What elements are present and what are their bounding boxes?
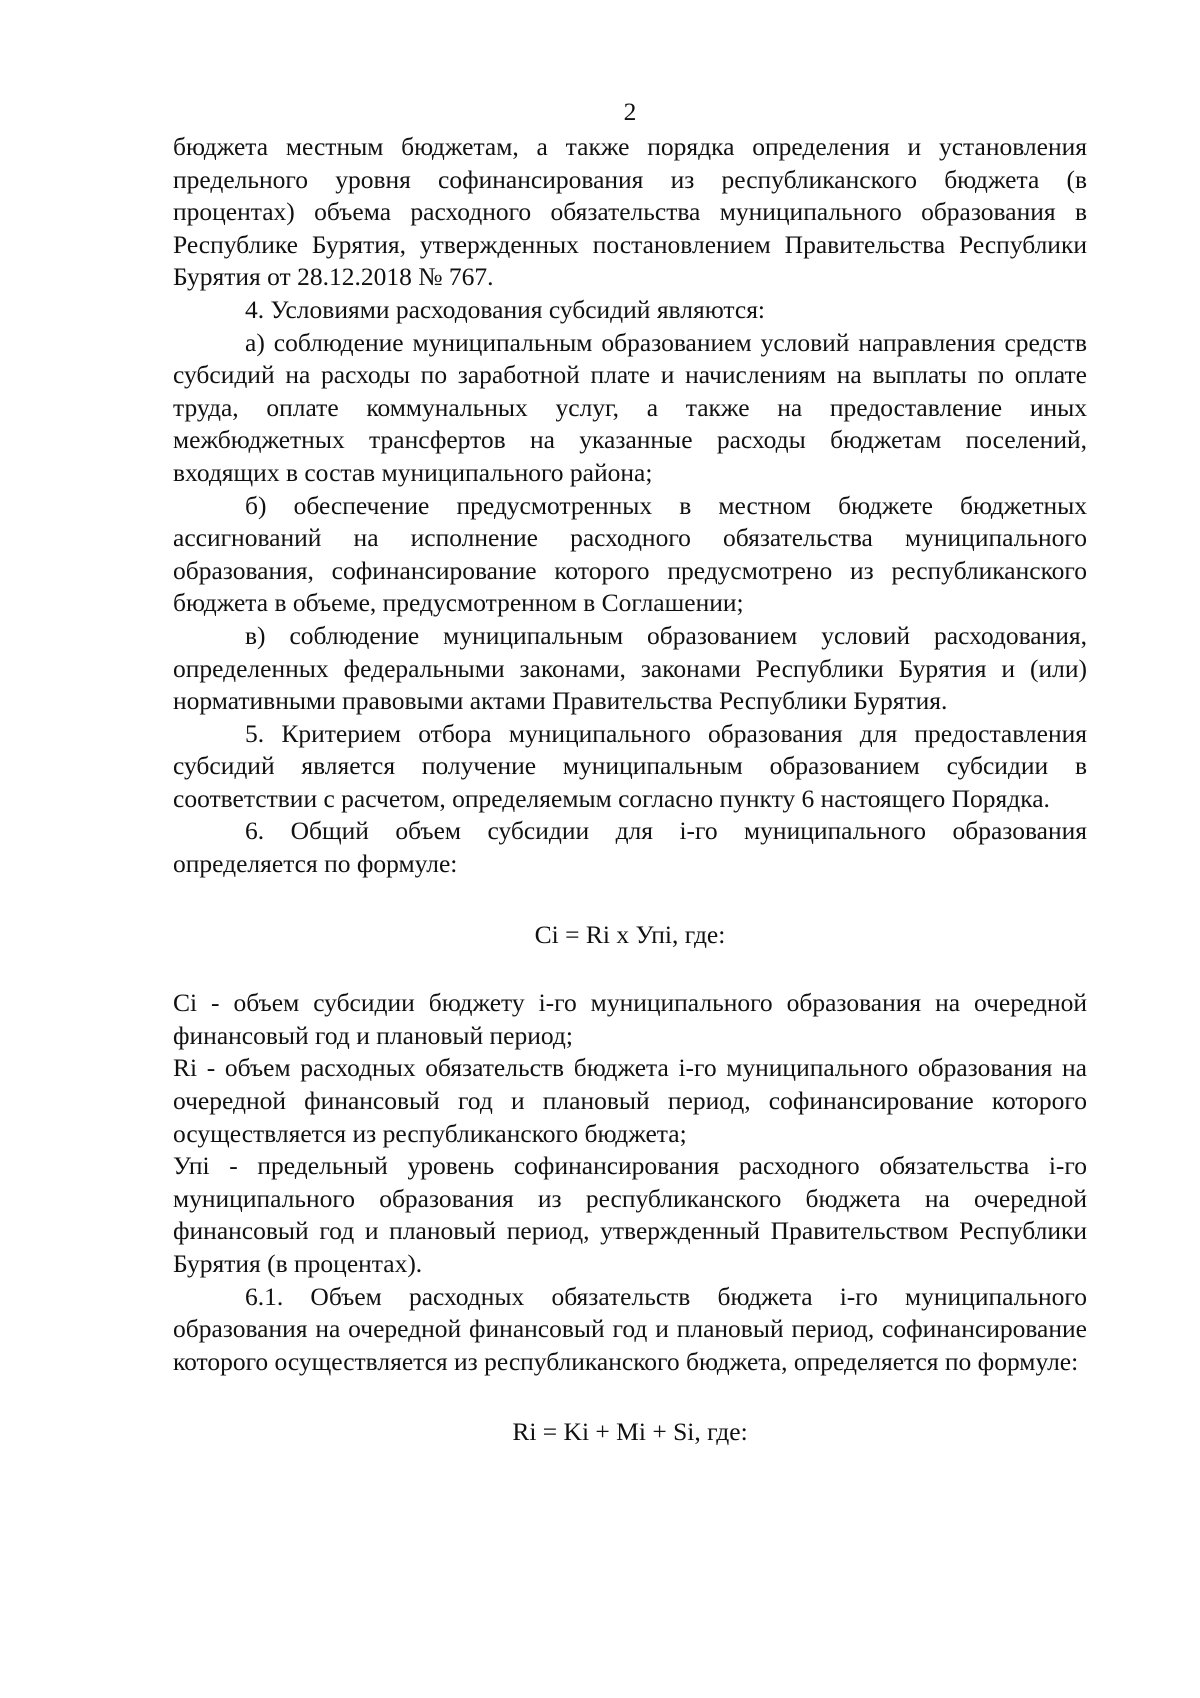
paragraph-item-6: 6. Общий объем субсидии для i-го муниципального образования определяется по формуле: bbox=[173, 816, 1087, 879]
paragraph-item-4v: в) соблюдение муниципальным образованием условий расходования, определенных федеральными законами, законами Республики Бурятия и (или) нормативными правовыми актами Правительства Республики Бурятия. bbox=[173, 620, 1087, 716]
paragraph-item-6-1: 6.1. Объем расходных обязательств бюджета i-го муниципального образования на очередной финансовый год и плановый период, софинансирование которого осуществляется из республиканского бюджета, определяется по формуле: bbox=[173, 1281, 1087, 1376]
definition-upi: Упi - предельный уровень софинансирования расходного обязательства i-го муниципального образования из республиканского бюджета на очередной финансовый год и плановый период, утвержденный Правительством Республики Бурятия (в процентах). bbox=[173, 1151, 1087, 1278]
document-page bbox=[173, 96, 1087, 1656]
page-number: 2 bbox=[623, 97, 637, 126]
definition-ri: Ri - объем расходных обязательств бюджета i-го муниципального образования на очередной финансовый год и плановый период, софинансирование которого осуществляется из республиканского бюджета; bbox=[173, 1053, 1087, 1148]
formula-subsidy: Ci = Ri x Упi, где: bbox=[534, 919, 726, 949]
formula-obligations: Ri = Ki + Mi + Si, где: bbox=[512, 1417, 748, 1447]
paragraph-item-4b: б) обеспечение предусмотренных в местном бюджете бюджетных ассигнований на исполнение расходного обязательства муниципального образования, софинансирование которого предусмотрено из республиканского бюджета в объеме, предусмотренном в Соглашении; bbox=[173, 490, 1087, 618]
paragraph-continuation: бюджета местным бюджетам, а также порядка определения и установления предельного уровня софинансирования из республиканского бюджета (в процентах) объема расходного обязательства муниципального образования в Республике Бурятия, утвержденных постановлением Правительства Республики Бурятия от 28.12.2018 № 767. bbox=[173, 132, 1087, 292]
paragraph-item-5: 5. Критерием отбора муниципального образования для предоставления субсидий является получение муниципальным образованием субсидии в соответствии с расчетом, определяемым согласно пункту 6 настоящего Порядка. bbox=[173, 718, 1087, 813]
definition-ci: Ci - объем субсидии бюджету i-го муниципального образования на очередной финансовый год и плановый период; bbox=[173, 988, 1087, 1050]
paragraph-item-4: 4. Условиями расходования субсидий являются: bbox=[245, 294, 766, 324]
paragraph-item-4a: а) соблюдение муниципальным образованием условий направления средств субсидий на расходы по заработной плате и начислениям на выплаты по оплате труда, оплате коммунальных услуг, а также на предоставление иных межбюджетных трансфертов на указанные расходы бюджетам поселений, входящих в состав муниципального района; bbox=[173, 327, 1087, 487]
